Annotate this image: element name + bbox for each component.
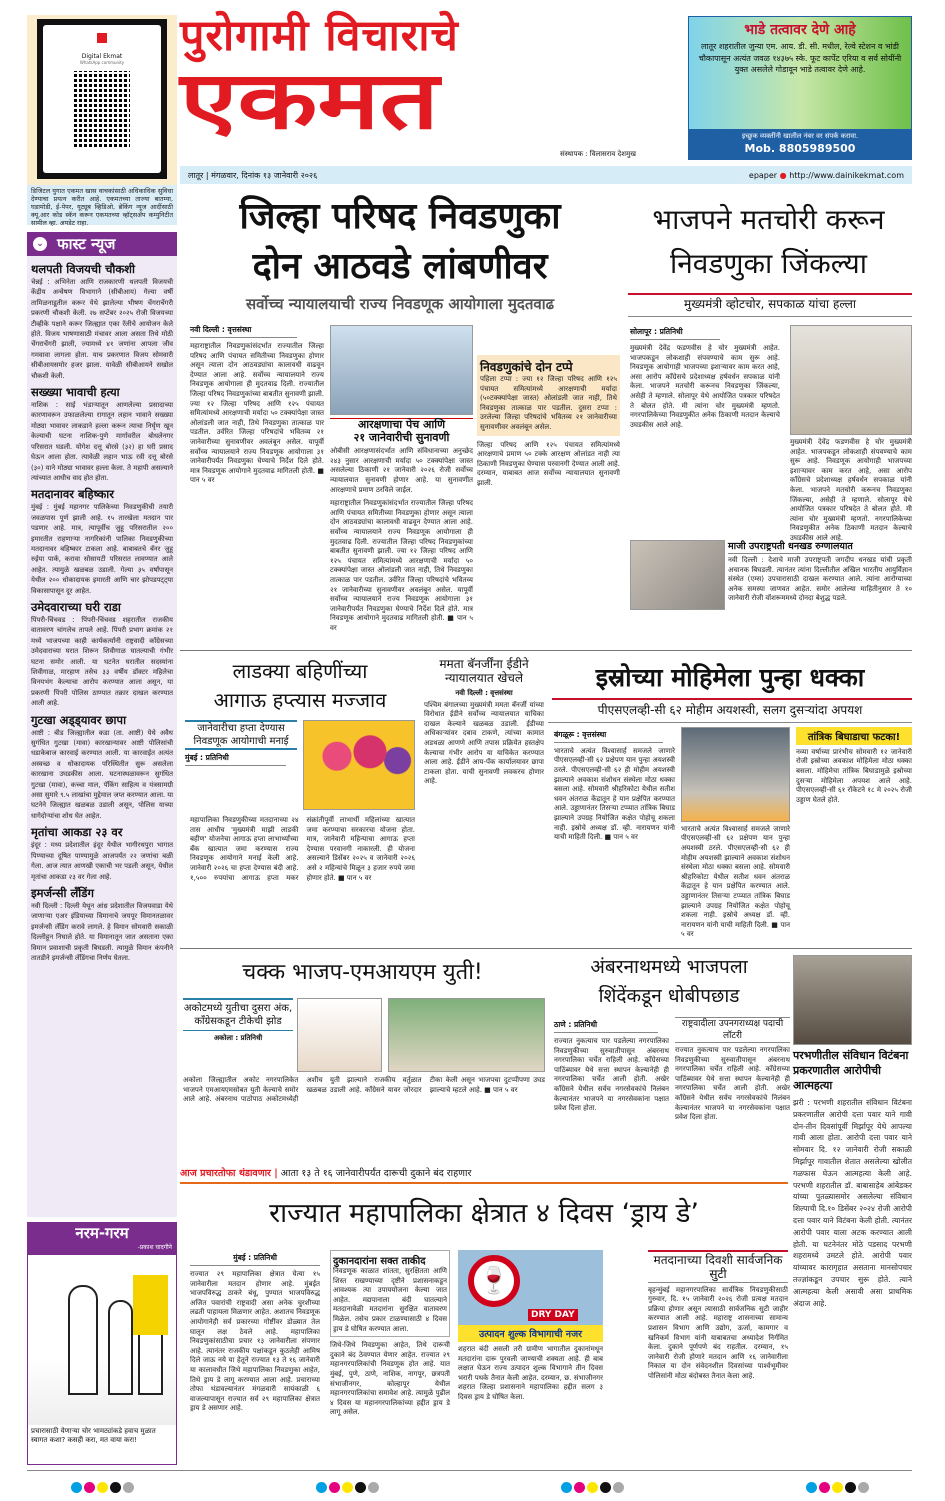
lead-byline: नवी दिल्ली : वृत्तसंस्था: [190, 325, 297, 338]
rocket-launch-photo: [681, 727, 790, 822]
ambernath-headline: [548, 953, 790, 1011]
shop-body: जिथे-जिथे निवडणुका आहेत, तिथे दारूची दुकाने बंद ठेवण्यात येणार आहेत. राज्यात २९ महानगरपालिकांची निवडणूक होत आहे. यात मुंबई, पुणे, ठाणे, नाशिक, नागपूर, छत्रपती संभाजीनगर, कोल्हापूर येथील महानगरपालिकांचा समावेश आहे. त्यामुळे पुढील ४ दिवस या महानगरपालिकांच्या हद्दीत ड्राय डे लागू असेल.: [330, 1341, 450, 1417]
ambernath-box: राष्ट्रवादीला उपनगराध्यक्ष पदाची लॉटरी: [675, 1017, 790, 1043]
ladki-sub: जानेवारीचा हप्ता देण्यास निवडणूक आयोगाची मनाई: [185, 720, 297, 750]
ad-mobile[interactable]: Mob. 8805989500: [744, 142, 856, 155]
reservation-body: ओबीसी आरक्षणासंदर्भात आणि संविधानाच्या अनुच्छेद २४३ नुसार आरक्षणाची मर्यादा ५० टक्क्यांपेक्षा जास्त असलेल्या ठिकाणी २१ जानेवारी २०२६ रोजी सर्वोच्च न्यायालयात सुनावणी होणार आहे. या सुनावणीत आरक्षणाचे प्रमाण ठरविले जाईल.: [330, 447, 473, 494]
isro-body: भारताचे अत्यंत विश्वासार्ह समजले जाणारे पीएसएलव्ही-सी ६२ प्रक्षेपण यान पुन्हा अयशस्वी ठरले. पीएसएलव्ही-सी ६२ ही मोहीम अयशस्वी झाल्याने अवकाश संशोधन संस्थेला मोठा धक्का बसला आहे. सोमवारी श्रीहरिकोटा येथील सतीश धवन अंतराळ केंद्रातून हे यान प्रक्षेपित करण्यात आले. उड्डाणानंतर तिसऱ्या टप्प्यात तांत्रिक बिघाड झाल्याने उपग्रह नियोजित कक्षेत पोहोचू शकला नाही. इस्रोचे अध्यक्ष डॉ. व्ही. नारायणन यांनी याची माहिती दिली. ■ पान ५ वर: [554, 746, 675, 842]
chakka-byline: अकोला : प्रतिनिधी: [213, 1034, 263, 1042]
registration-dot: [84, 1482, 95, 1493]
cartoon-caption: प्रचारासाठी येणाऱ्या चोर भामट्यांकडे हवाच मुळात स्वागत कशा? कसही करा, मत वाया करा!: [31, 1427, 156, 1444]
dateline: लातूर | मंगळवार, दिनांक १३ जानेवारी २०२६: [188, 170, 318, 180]
ad-title: भाडे तत्वावर देणे आहे: [744, 22, 856, 38]
ambernath-body: राज्यात नुकत्याच पार पडलेल्या नगरपालिका निवडणुकीच्या सुरुवातीपासून अंबरनाथ नगरपालिका चर्चेत राहिली आहे. काँग्रेसच्या पाठिंब्यावर येथे सत्ता स्थापन केल्यानेही ही नगरपालिका चर्चेत आली होती. अखेर काँग्रेसने येथील सर्वच नगरसेवकांचे निलंबन केल्यानंतर भाजपने या नगरसेवकांना पक्षात प्रवेश दिला होता.: [554, 1037, 669, 1113]
isro-box-title: तांत्रिक बिघाडाचा फटका!: [796, 727, 912, 745]
stages-title: निवडणुकांचे दोन टप्पे: [480, 360, 573, 374]
chakka-body: अकोला जिल्ह्यातील अकोट नगरपालिकेत भाजपने एमआयएमसोबत युती केल्याचे समोर आले आहे. अंबरनाथ पाठोपाठ अकोटमध्येही अशीच युती झाल्याने राजकीय वर्तुळात खळबळ उडाली आहे. काँग्रेसने यावर जोरदार टीका केली असून भाजपचा दुटप्पीपणा उघड झाल्याचे म्हटले आहे. ■ पान ५ वर: [183, 1076, 545, 1104]
fast-news-headline: इमर्जन्सी लँडिंग: [31, 885, 94, 900]
stages-text: पहिला टप्पा : ज्या १२ जिल्हा परिषद आणि १२५ पंचायत समित्यांमध्ये आरक्षणाची मर्यादा (५०टक्क्यांपेक्षा जास्त) ओलांडली जात नाही, तिथे निवडणुका तात्काळ पार पडतील. दुसरा टप्पा : उरलेल्या जिल्हा परिषदांचे भवितव्य २१ जानेवारीच्या सुनावणीवर अवलंबून असेल.: [480, 375, 617, 431]
fast-news-text: मुंबई : मुंबई महानगर पालिकेच्या निवडणुकीची तयारी जवळपास पूर्ण झाली आहे. १५ तारखेला मतदान पार पडणार आहे. मात्र, त्यापूर्वीच जुहू परिसरातील २०० इमारतीत राहणाऱ्या नागरिकांनी पालिका निवडणुकीच्या मतदानावर बहिष्कार टाकला आहे. बाबाबतचे बॅनर जुहू रुईया पार्क, करावा सोसायटी परिसरात लावण्यात आले आहेत. त्यामुळे खळबळ उडाली. गेल्या ३५ वर्षांपासून येथील २०० धोकादायक इमारती आणि चार झोपडपट्ट्या विकासापासून दूर आहेत.: [31, 503, 173, 595]
dhankhad-photo: [630, 540, 725, 610]
ladki-headline-line1: लाडक्या बहिणींच्या: [232, 659, 368, 683]
isro-subhead: पीएसएलव्ही-सी ६२ मोहीम अयशस्वी, सलग दुसऱ्यांदा अपयश: [548, 700, 912, 723]
isro-box-text: नव्या वर्षाच्या प्रारंभीच सोमवारी १२ जानेवारी रोजी इस्रोच्या अवकाश मोहिमेला मोठा धक्का बसला. मोहिमेचा तांत्रिक बिघाडामुळे इस्रोच्या दुसऱ्या मोहिमेला अपयश आले आहे. पीएसएलव्ही-सी ६१ रॉकेटने १८ मे २०२५ रोजी उड्डाण घेतले होते.: [796, 747, 912, 804]
chakka-headline: चक्क भाजप-एमआयएम युती!: [242, 960, 483, 985]
dry-day-caption: उत्पादन शुल्क विभागाची नजर: [458, 1325, 603, 1342]
lead-headline-line1: जिल्हा परिषद निवडणुका: [239, 196, 561, 237]
mamata-body: पश्चिम बंगालच्या मुख्यमंत्री ममता बॅनर्जी यांच्या विरोधात ईडीने सर्वोच्च न्यायालयात याचिका दाखल केल्याने खळबळ उडाली. ईडीच्या अधिकाऱ्यांवर दबाव टाकणे, त्यांच्या कामात अडथळा आणणे आणि तपास प्रक्रियेत हस्तक्षेप केल्याचा गंभीर आरोप या याचिकेत करण्यात आला आहे. ईडीने आय-पॅक कार्यालयावर छापा टाकला होता. याची सुनावणी लवकरच होणार आहे.: [424, 700, 544, 786]
registration-dot: [71, 1482, 82, 1493]
chevron-down-icon: ⌄: [33, 237, 47, 251]
bjp-subhead: मुख्यमंत्री व्होटचोर, सपकाळ यांचा हल्ला: [628, 298, 912, 317]
bjp-byline: सोलापूर : प्रतिनिधी: [630, 327, 720, 340]
bjp-body: मुख्यमंत्री देवेंद्र फडणवीस हे चोर मुख्यमंत्री आहेत. भाजपकडून लोकशाही संपवण्याचे काम सुरू आहे. निवडणूक आयोगाही भाजपच्या इशाऱ्यावर काम करत आहे, असा आरोप काँग्रेसचे प्रदेशाध्यक्ष हर्षवर्धन सपकाळ यांनी केला. भाजपने मतचोरी करूनच निवडणुका जिंकल्या, असेही ते म्हणाले. सोलापूर येथे आयोजित पत्रकार परिषदेत ते बोलत होते. मी त्यांना चोर मुख्यमंत्री म्हणतो. नगरपालिकेच्या निवडणुकीत अनेक ठिकाणी मतदान केल्याचे उघडकीस आले आहे.: [630, 344, 780, 429]
dry-day-banner: [180, 1167, 788, 1184]
court-evm-image: [330, 325, 473, 415]
banner-red: आज प्रचारतोफा थंडावणार |: [180, 1168, 278, 1179]
fast-news-header: [27, 232, 177, 256]
registration-dot: [613, 1482, 624, 1493]
dryday-body: राज्यात २९ महापालिका क्षेत्रात येत्या १५ जानेवारीला मतदान होणार आहे. मुंबईत भाजपविरुद्ध ठाकरे बंधू, पुण्यात भाजपविरुद्ध अजित पवारांची राष्ट्रवादी असा अनेक चुरशीच्या लढती पाहायला मिळणार आहेत. अशातच निवडणूक आयोगानेही सर्व प्रकारच्या गोष्टींवर डोळ्यात तेल घालून लक्ष ठेवले आहे. महापालिका निवडणुकांसाठीचा प्रचार १३ जानेवारीला संपणार आहे. त्यानंतर राजकीय पक्षांकडून कुठलेही आमिष दिले जाऊ नये या हेतूने राज्यात १३ ते १६ जानेवारी या कालावधीत जिथे महापालिका निवडणुका आहेत, तिथे ड्राय डे लागू करण्यात आला आहे. प्रचाराच्या तोफा थंडावल्यानंतर मंगळवारी सायंकाळी ६ वाजल्यापासून राज्यात सर्व २९ महापालिका क्षेत्रात ड्राय डे असणार आहे.: [190, 1270, 320, 1413]
qr-card[interactable]: [37, 19, 167, 179]
qr-code-icon: [74, 71, 130, 147]
dry-day-label: DRY DAY: [528, 1309, 578, 1321]
isro-headline: इस्रोच्या मोहिमेला पुन्हा धक्का: [595, 663, 865, 692]
dhankhad-headline: माजी उपराष्ट्रपती धनखड रुग्णालयात: [728, 540, 912, 554]
shop-text: निवडणूक काळात शांतता, सुरक्षितता आणि शिस्त राखण्याच्या दृष्टीने प्रशासनाकडून आवश्यक त्या उपाययोजना केल्या जात आहेत. मद्यपानाला बंदी घातल्याने मतदानावेळी मतदारांना सुरक्षित वातावरण मिळेल. तसेच प्रकार टाळण्यासाठी ४ दिवस ड्राय डे घोषित करण्यात आला.: [333, 1267, 447, 1333]
bjp-headline: [625, 198, 912, 286]
stages-box: [477, 355, 620, 436]
registration-dot: [858, 1482, 869, 1493]
bjp-headline-line2: निवडणुका जिंकल्या: [669, 247, 868, 280]
stages-body: जिल्हा परिषद आणि १२५ पंचायत समित्यांमध्ये आरक्षणाचे प्रमाण ५० टक्के आरक्षण ओलांडत नाही त्या ठिकाणी निवडणुका घेण्यास परवानगी देण्यात आली आहे. दरम्यान, याबाबत आज सर्वोच्च न्यायालयात सुनावणी झाली.: [477, 440, 620, 487]
mamata-headline: ममता बॅनर्जींना ईडीने न्यायालयात खेचले: [439, 657, 529, 685]
fast-news-text: नाशिक : साई भंडाऱ्यातून आणलेल्या प्रसादाच्या कारणावरून उफाळलेल्या रागातून लहान भावाने सख्ख्या मोठ्या भावावर लाकडाने हल्ला करून त्याचा निर्घृण खून केल्याची घटना नाशिक-पुणे मार्गावरील बोधलेनगर परिसरात घडली. योगेश दत्तू बोरसे (३२) हा घरी प्रसाद घेऊन आला होता. त्यावेळी लहान भाऊ रवी दत्तू बोरसे (३०) याने मोठ्या भावावर हल्ला केला. ते महापी असल्याने त्यांच्यात आधीच वाद होत होता.: [31, 401, 173, 482]
epaper-icon: ●: [779, 170, 787, 180]
rally-photo: [388, 998, 545, 1072]
dry-day-img-body: शहरात बंदी असली तरी ग्रामीण भागातील दुकानांमधून मतदारांना दारू पुरवली जाण्याची शक्यता आहे. ही बाब लक्षात घेऊन राज्य उत्पादन शुल्क विभागाने तीन दिवस भरारी पथके तैनात केली आहेत. दरम्यान, छ. संभाजीनगर शहरात जिल्हा प्रशासनाने महापालिका हद्दीत सलग ३ दिवस ड्राय डे घोषित केला.: [458, 1345, 603, 1401]
registration-dot: [316, 1482, 327, 1493]
registration-dot: [355, 1482, 366, 1493]
dryday-headline: राज्यात महापालिका क्षेत्रात ४ दिवस ‘ड्राय डे’: [269, 1198, 699, 1229]
holiday-text: बृहन्मुंबई महानगरपालिका सार्वत्रिक निवडणुकीसाठी गुरुवार, दि. १५ जानेवारी २०२६ रोजी प्रत्यक्ष मतदान प्रक्रिया होणार असून त्यासाठी सार्वजनिक सुटी जाहीर करण्यात आली आहे. महाराष्ट्र शासनाच्या सामान्य प्रशासन विभाग आणि उद्योग, ऊर्जा, कामगार व खनिकर्म विभाग यांनी याबाबतचा अध्यादेश निर्गमित केला. दुकाने पूर्णपणे बंद राहतील. दरम्यान, १५ जानेवारी रोजी होणारे मतदान आणि १६ जानेवारीला निकाल या दोन संवेदनशील दिवसांच्या पार्श्वभूमीवर पोलिसांनी मोठा बंदोबस्त तैनात केला आहे.: [648, 1285, 788, 1380]
ladki-byline: मुंबई : प्रतिनिधी: [185, 753, 286, 766]
fast-news-text: पिंपरी-चिंचवड : पिंपरी-चिंचवड शहरातील राजकीय वातावरण चांगलेच तापले आहे. पिंपरी प्रभाग क्रमांक २१ मध्ये भाजपच्या काही कार्यकर्त्यांनी राष्ट्रवादी काँग्रेसच्या उमेदवाराच्या घरात शिरून शिवीगाळ घातल्याची गंभीर घटना समोर आली. या घटनेत घरातील सदस्यांना शिवीगाळ, मारहाण तसेच ३३ वर्षीय डॉक्टर महिलेचा विनयभंग केल्याचा आरोप करण्यात आला असून, या प्रकरणी पिंपरी पोलिस ठाण्यात तक्रार दाखल करण्यात आली आहे.: [31, 615, 173, 708]
mamata-byline: नवी दिल्ली : वृत्तसंस्था: [455, 688, 513, 697]
politician-photo: [297, 998, 382, 1072]
fast-news-title: फास्ट न्यूज: [57, 235, 116, 253]
registration-dot: [832, 1482, 843, 1493]
registration-dot: [600, 1482, 611, 1493]
cartoon-image: [28, 1255, 176, 1425]
rent-ad[interactable]: [688, 16, 912, 160]
qr-panel: [27, 15, 177, 185]
registration-dot: [845, 1482, 856, 1493]
naram-garam: [27, 1222, 177, 1465]
registration-dot: [819, 1482, 830, 1493]
fast-news-text: इंदूर : मध्य प्रदेशातील इंदूर येथील भागीरथपुरा भागात पिण्याच्या दूषित पाण्यामुळे आजपर्यंत २२ जणांचा बळी गेला. आज त्यात आणखी एकाची भर पडली असून, येथील मृतांचा आकडा २३ वर गेला आहे.: [31, 841, 173, 881]
masthead-tagline: पुरोगामी विचाराचे: [180, 11, 459, 61]
dryday-byline: मुंबई : प्रतिनिधी: [190, 1253, 320, 1266]
lead-body: महाराष्ट्रातील निवडणुकांसंदर्भात राज्यातील जिल्हा परिषद आणि पंचायत समितीच्या निवडणुका होणार असून त्याला दोन आठवड्यांचा कालावधी वाढवून देण्यात आला आहे. सर्वोच्च न्यायालयाने राज्य निवडणूक आयोगाला ही मुदतवाढ दिली. राज्यातील जिल्हा परिषद निवडणुकांच्या बाबतीत सुनावणी झाली. ज्या १२ जिल्हा परिषद आणि १२५ पंचायत समित्यांमध्ये आरक्षणाची मर्यादा ५० टक्क्यांपेक्षा जास्त ओलांडली जात नाही, तिथे निवडणुका तात्काळ पार पडतील. उर्वरित जिल्हा परिषदांचे भवितव्य २१ जानेवारीच्या सुनावणीवर अवलंबून असेल. यापूर्वी सर्वोच्च न्यायालयाने राज्य निवडणूक आयोगाला ३१ जानेवारीपर्यंत निवडणुका घेण्याचे निर्देश दिले होते. मात्र निवडणूक आयोगाने मुदतवाढ मागितली होती. ■ पान ५ वर: [190, 342, 325, 485]
fast-news-text: नवी दिल्ली : दिल्ली येथून आंध्र प्रदेशातील विजयवाडा येथे जाणाऱ्या एअर इंडियाच्या विमानाचे जयपूर विमानतळावर इमर्जन्सी लँडिंग करावे लागले. हे विमान सोमवारी सकाळी दिल्लीहून निघाले होते. या विमानातून जात असताना एका विमान प्रवाशाची प्रकृती बिघडली. त्यामुळे विमान कंपनीने तातडीने इमर्जन्सी लँडिंगचा निर्णय घेतला.: [31, 901, 173, 962]
registration-dot: [329, 1482, 340, 1493]
fast-news-headline: उमेदवाराच्या घरी राडा: [31, 599, 121, 614]
ambernath-body-col2: राज्यात नुकत्याच पार पडलेल्या नगरपालिका निवडणुकीच्या सुरुवातीपासून अंबरनाथ नगरपालिका चर्चेत राहिली आहे. काँग्रेसच्या पाठिंब्यावर येथे सत्ता स्थापन केल्यानेही ही नगरपालिका चर्चेत आली होती. अखेर काँग्रेसने येथील सर्वच नगरसेवकांचे निलंबन केल्यानंतर भाजपने या नगरसेवकांना पक्षात प्रवेश दिला होता.: [675, 1046, 790, 1122]
ladki-headline: [180, 657, 420, 715]
fast-news-headline: थलपती विजयची चौकशी: [31, 262, 135, 276]
shop-title: दुकानदारांना सक्त ताकीद: [333, 1256, 426, 1267]
fast-news-headline: सख्ख्या भावाची हत्या: [31, 385, 120, 400]
registration-dot: [574, 1482, 585, 1493]
naram-garam-title: नरम-गरम: [75, 1224, 129, 1242]
fast-news-headline: गुटखा अड्ड्यावर छापा: [31, 712, 127, 727]
qr-title: Digital Ekmat: [81, 53, 123, 60]
fast-news-text: आष्टी : बीड जिल्ह्यातील कडा (ता. आष्टी) येथे अवैध सुगंधित गुटखा (मावा) कारखान्यावर आष्टी पोलिसांची धडाकेबाज कारवाई करण्यात आली. या कारवाईत अत्यंत अस्वच्छ व धोकादायक परिस्थितीत सुरू असलेला कारखाना उघडकीस आला. घटनास्थळावरून सुगंधित गुटखा (मावा), कच्चा माल, पॅकिंग साहित्य व यंत्रसामग्री असा सुमारे ९.५ लाखांचा मुद्देमाल जप्त करण्यात आला. या घटनेने जिल्ह्यात खळबळ उडाली असून, पोलिस याच्या धागेदोऱ्यांचा शोध घेत आहेत.: [31, 728, 173, 820]
lead-subhead: सर्वोच्च न्यायालयाची राज्य निवडणूक आयोगाला मुदतवाढ: [245, 295, 555, 313]
no-alcohol-icon: 🍷: [468, 1255, 520, 1307]
founder-line: संस्थापक : विलासराव देशमुख: [560, 150, 636, 158]
ladki-bahin-illustration: [303, 720, 415, 810]
lead-headline-line2: दोन आठवडे लांबणीवर: [252, 246, 548, 287]
lead-body-extra: महाराष्ट्रातील निवडणुकांसंदर्भात राज्यातील जिल्हा परिषद आणि पंचायत समितीच्या निवडणुका होणार असून त्याला दोन आठवड्यांचा कालावधी वाढवून देण्यात आला आहे. सर्वोच्च न्यायालयाने राज्य निवडणूक आयोगाला ही मुदतवाढ दिली. राज्यातील जिल्हा परिषद निवडणुकांच्या बाबतीत सुनावणी झाली. ज्या १२ जिल्हा परिषद आणि १२५ पंचायत समित्यांमध्ये आरक्षणाची मर्यादा ५० टक्क्यांपेक्षा जास्त ओलांडली जात नाही, तिथे निवडणुका तात्काळ पार पडतील. उर्वरित जिल्हा परिषदांचे भवितव्य २१ जानेवारीच्या सुनावणीवर अवलंबून असेल. यापूर्वी सर्वोच्च न्यायालयाने राज्य निवडणूक आयोगाला ३१ जानेवारीपर्यंत निवडणुका घेण्याचे निर्देश दिले होते. मात्र निवडणूक आयोगाने मुदतवाढ मागितली होती. ■ पान ५ वर: [330, 499, 473, 632]
ambernath-headline-line1: अंबरनाथमध्ये भाजपला: [590, 956, 748, 978]
lead-headline: [180, 192, 620, 292]
banner-text: आता १३ ते १६ जानेवारीपर्यंत दारूची दुकाने बंद राहणार: [280, 1168, 472, 1179]
ad-contact: इच्छुक व्यक्तींनी खालील नंबर वर संपर्क करावा.: [741, 132, 859, 140]
parbhani-body: झरी : परभणी शहरातील संविधान विटंबना प्रकरणातील आरोपी दत्ता पवार याने गावी दोन-तीन दिवसांपूर्वी मिर्झापूर येथे आपल्या गावी आला होता. आरोपी दत्ता पवार याने सोमवार दि. १२ जानेवारी रोजी सकाळी मिर्झापूर गावातील शेतात असलेल्या खोलीत गळफास घेऊन आत्महत्या केली आहे. परभणी शहरातील डॉ. बाबासाहेब आंबेडकर यांच्या पुतळ्यासमोर असलेल्या संविधान शिल्पाची दि.१० डिसेंबर २०२४ रोजी आरोपी दत्ता पवार याने विटंबना केली होती. त्यानंतर आरोपी पवार याला अटक करण्यात आली होती. या घटनेनंतर मोठे पडसाद परभणी शहरामध्ये उमटले होते. आरोपी पवार यांच्यावर कारागृहात असताना मानसोपचार तज्ज्ञांकडून उपचार सुरू होते. त्याने आत्महत्या केली असावी असा प्राथमिक अंदाज आहे.: [793, 1098, 912, 1308]
fast-news-text: चेन्नई : अभिनेता आणि राजकारणी थलपती विजयची केंद्रीय अन्वेषण विभागाने (सीबीआय) गेल्या वर्षी तामिळनाडूतील करूर येथे झालेल्या भीषण चेंगराचेंगरी प्रकरणी चौकशी केली. २७ सप्टेंबर २०२५ रोजी विजयच्या टीव्हीके पक्षाने करूर जिल्ह्यात एका रॅलीचे आयोजन केले होते. विजय भाषणासाठी मंचावर आला असता तिथे मोठी चेंगराचेंगरी झाली, ज्यामध्ये ४१ जणांना आपला जीव गमवावा लागला होता. याच प्रकरणात विजय सोमवारी सीबीआयसमोर हजर झाला. यावेळी सीबीआयने सखोल चौकशी केली.: [31, 278, 173, 380]
fast-news-headline: मृतांचा आकडा २३ वर: [31, 825, 123, 840]
registration-dot: [110, 1482, 121, 1493]
dry-day-image: [458, 1250, 603, 1325]
registration-dot: [806, 1482, 817, 1493]
registration-dot: [342, 1482, 353, 1493]
ad-body: लातूर शहरातील जुन्या एम. आय. डी. सी. मधील, रेल्वे स्टेशन व भांडी चौकापासून अत्यंत जवळ १४३७५ स्के. फूट कार्पेट एरिया व सर्व सोयींनी युक्त असलेले गोडावून भाडे तत्वावर देणे आहे.: [698, 42, 902, 74]
date-bar: [180, 166, 912, 184]
registration-dot: [561, 1482, 572, 1493]
ladki-headline-line2: आगाऊ हप्त्यास मज्जाव: [213, 688, 387, 712]
fast-news: [27, 232, 177, 1217]
reservation-caption: [330, 418, 473, 444]
ambernath-byline: ठाणे : प्रतिनिधी: [554, 1020, 658, 1033]
isro-byline: बंगळूरू : वृत्तसंस्था: [554, 730, 663, 743]
qr-text: डिजिटल युगात एकमत खास वाचकांसाठी अधिकाधिक सुविधा देण्याचा प्रयत्न करीत आहे. एकमतच्या ताज्या बातम्या, घडामोडी, ई-पेपर, यूट्यूब व्हिडिओ, ब्रेकिंग न्यूज आदींसाठी क्यू.आर कोड स्कॅन करून एकमतच्या व्हॉट्सॲप कम्युनिटीत सामील व्हा. अपडेट राहा.: [27, 185, 177, 225]
chakka-sub: अकोटमध्ये युतीचा दुसरा अंक, काँग्रेसकडून टीकेची झोड: [183, 998, 293, 1031]
registration-dot: [368, 1482, 379, 1493]
ladki-body: महापालिका निवडणुकीच्या मतदानाच्या २४ तास आधीच 'मुख्यमंत्री माझी लाडकी बहीण' योजनेचा आगाऊ हप्ता लाभार्थ्यांच्या बँक खात्यात जमा करण्यास राज्य निवडणूक आयोगाने मनाई केली आहे. जानेवारी २०२६ चा हप्ता देण्यास बंदी आहे. १,५०० रुपयांचा आगाऊ हप्ता मकर संक्रांतीपूर्वी लाभार्थी महिलांच्या खात्यात जमा करण्याचा सरकारचा योजना होता. मात्र, जानेवारी महिन्याचा आगाऊ हप्ता देण्यास परवानगी नाकारली. ही योजना असल्याने डिसेंबर २०२५ व जानेवारी २०२६ असे २ महिन्यांचे मिळून ३ हजार रुपये जमा होणार होते. ■ पान ५ वर: [190, 816, 415, 882]
bjp-body-col2: मुख्यमंत्री देवेंद्र फडणवीस हे चोर मुख्यमंत्री आहेत. भाजपकडून लोकशाही संपवण्याचे काम सुरू आहे. निवडणूक आयोगाही भाजपच्या इशाऱ्यावर काम करत आहे, असा आरोप काँग्रेसचे प्रदेशाध्यक्ष हर्षवर्धन सपकाळ यांनी केला. भाजपने मतचोरी करूनच निवडणुका जिंकल्या, असेही ते म्हणाले. सोलापूर येथे आयोजित पत्रकार परिषदेत ते बोलत होते. मी त्यांना चोर मुख्यमंत्री म्हणतो. नगरपालिकेच्या निवडणुकीत अनेक ठिकाणी मतदान केल्याचे उघडकीस आले आहे.: [790, 438, 912, 542]
website-link[interactable]: http://www.dainikekmat.com: [789, 170, 904, 180]
reservation-caption-1: आरक्षणाचा पेच आणि: [357, 418, 446, 431]
bjp-headline-line1: भाजपने मतचोरी करून: [652, 203, 885, 236]
registration-dot: [97, 1482, 108, 1493]
ambernath-headline-line2: शिंदेंकडून धोबीपछाड: [598, 985, 740, 1007]
fast-news-headline: मतदानावर बहिष्कार: [31, 487, 114, 502]
divider: [648, 1250, 788, 1252]
qr-subtitle: WhatsApp community: [79, 60, 125, 65]
reservation-caption-2: २१ जानेवारीची सुनावणी: [353, 430, 450, 444]
naram-garam-author: -प्रकाश घादगीने: [137, 1244, 172, 1251]
masthead-logo: एकमत: [180, 54, 439, 147]
dhankhad-body: नवी दिल्ली : देशाचे माजी उपराष्ट्रपती जगदीप धनखड यांची प्रकृती अचानक बिघडली. त्यानंतर त्यांना दिल्लीतील अखिल भारतीय आयुर्विज्ञान संस्थेत (एम्स) उपचारासाठी दाखल करण्यात आले. त्यांना आरोग्याच्या अनेक समस्या जाणवत आहेत. समोर आलेल्या माहितीनुसार ते १० जानेवारी रोजी वॉशरूममध्ये दोनदा बेशुद्ध पडले.: [728, 556, 912, 603]
isro-body-col2: भारताचे अत्यंत विश्वासार्ह समजले जाणारे पीएसएलव्ही-सी ६२ प्रक्षेपण यान पुन्हा अयशस्वी ठरले. पीएसएलव्ही-सी ६२ ही मोहीम अयशस्वी झाल्याने अवकाश संशोधन संस्थेला मोठा धक्का बसला आहे. सोमवारी श्रीहरिकोटा येथील सतीश धवन अंतराळ केंद्रातून हे यान प्रक्षेपित करण्यात आले. उड्डाणानंतर तिसऱ्या टप्प्यात तांत्रिक बिघाड झाल्याने उपग्रह नियोजित कक्षेत पोहोचू शकला नाही. इस्रोचे अध्यक्ष डॉ. व्ही. नारायणन यांनी याची माहिती दिली. ■ पान ५ वर: [680, 824, 790, 939]
accused-photo: [793, 955, 912, 1045]
parbhani-headline: परभणीतील संविधान विटंबना प्रकरणातील आरोपीची आत्महत्या: [793, 1049, 909, 1092]
epaper-label: epaper: [748, 170, 778, 180]
shop-box: [330, 1250, 450, 1337]
divider: [628, 293, 912, 295]
holiday-title: मतदानाच्या दिवशी सार्वजनिक सुटी: [648, 1254, 788, 1283]
registration-dot: [587, 1482, 598, 1493]
registration-dot: [123, 1482, 134, 1493]
fadnavis-photo: [790, 325, 912, 435]
